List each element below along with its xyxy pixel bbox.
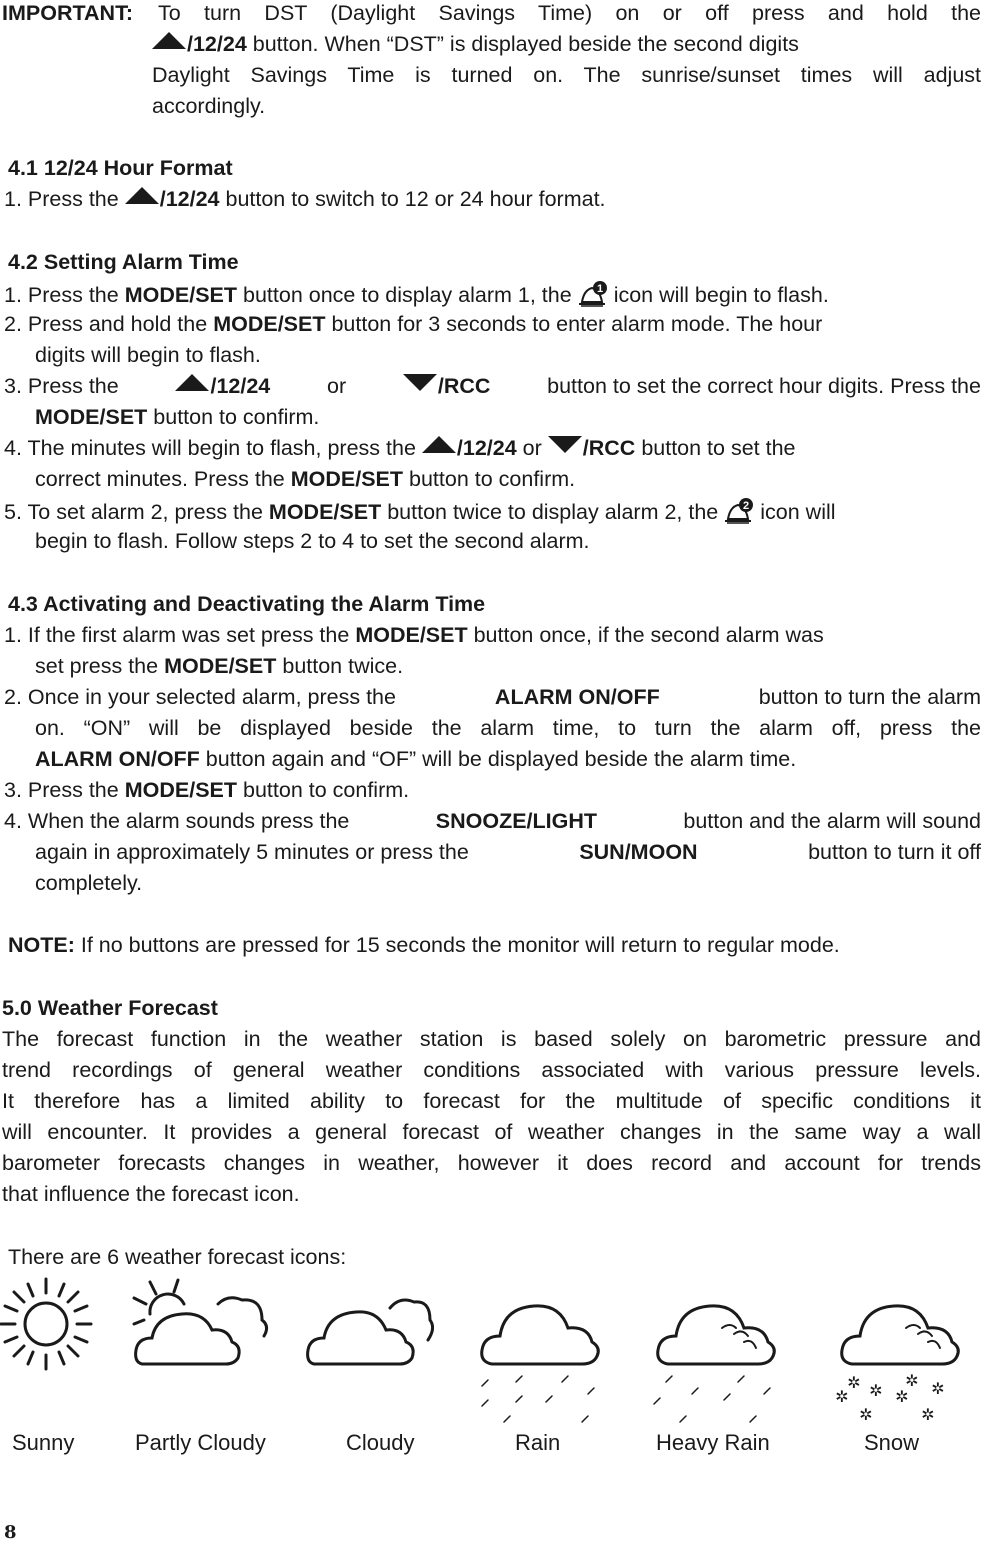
snow-label: Snow: [864, 1430, 920, 1455]
sunny-label: Sunny: [12, 1430, 75, 1455]
alarm-2-bell-icon: [722, 497, 756, 525]
important-line-1: To turn DST (Daylight Savings Time) on or off press and hold the: [158, 1, 981, 25]
s50-para-line-3: It therefore has a limited ability to forecast for the multitude of specific conditions it: [2, 1089, 981, 1113]
s42-item-4: 4. The minutes will begin to flash, press the /12/24 or /RCC button to set the: [4, 436, 796, 460]
svg-text:1: 1: [596, 283, 603, 295]
s50-para-line-6: that influence the forecast icon.: [2, 1182, 300, 1206]
up-arrow-icon: [175, 374, 209, 391]
svg-text:✲: ✲: [921, 1405, 935, 1424]
svg-text:✲: ✲: [931, 1379, 945, 1398]
svg-text:✲: ✲: [905, 1371, 919, 1390]
s43-item-4: 4. When the alarm sounds press the SNOOZE/LIGHT button and the alarm will sound: [4, 809, 981, 833]
rain-label: Rain: [515, 1430, 561, 1455]
section-5-0-heading: 5.0 Weather Forecast: [2, 996, 218, 1020]
s43-item-2: 2. Once in your selected alarm, press the ALARM ON/OFF button to turn the alarm: [4, 685, 981, 709]
s50-para-line-1: The forecast function in the weather station is based solely on barometric pressure and: [2, 1027, 981, 1051]
important-line-2: /12/24 button. When “DST” is displayed beside the second digits: [152, 31, 799, 57]
svg-text:✲: ✲: [869, 1381, 883, 1400]
s43-item-1: 1. If the first alarm was set press the MODE/SET button once, if the second alarm was: [4, 623, 824, 647]
s41-item-1: 1. Press the /12/24 button to switch to 12 or 24 hour format.: [4, 187, 606, 211]
heavy-rain-label: Heavy Rain: [656, 1430, 770, 1455]
note: NOTE: If no buttons are pressed for 15 seconds the monitor will return to regular mode.: [8, 933, 840, 957]
cloudy-label: Cloudy: [346, 1430, 415, 1455]
rain-icon: [472, 1296, 602, 1426]
s50-para-line-2: trend recordings of general weather conditions associated with various pressure levels.: [2, 1058, 981, 1082]
section-4-2-heading: 4.2 Setting Alarm Time: [8, 250, 239, 274]
s42-item-5: 5. To set alarm 2, press the MODE/SET button twice to display alarm 2, the 2 icon will: [4, 497, 836, 525]
cloudy-icon: [304, 1294, 434, 1370]
s43-item-4-cont-2: completely.: [35, 871, 143, 895]
section-4-1-heading: 4.1 12/24 Hour Format: [8, 156, 233, 180]
alarm-1-bell-icon: [576, 280, 610, 308]
s42-item-2: 2. Press and hold the MODE/SET button for 3 seconds to enter alarm mode. The hour: [4, 312, 823, 336]
important-label: IMPORTANT:: [2, 1, 133, 25]
s43-item-2-cont: on. “ON” will be displayed beside the alarm time, to turn the alarm off, press the: [35, 716, 981, 740]
s42-item-5-cont: begin to flash. Follow steps 2 to 4 to set the second alarm.: [35, 529, 590, 553]
svg-text:2: 2: [743, 500, 750, 512]
s42-item-3-cont: MODE/SET button to confirm.: [35, 405, 320, 429]
svg-text:✲: ✲: [847, 1373, 861, 1392]
s42-item-3: 3. Press the /12/24 or /RCC button to set the correct hour digits. Press the: [4, 374, 981, 398]
icons-intro: There are 6 weather forecast icons:: [8, 1245, 347, 1269]
s42-item-2-cont: digits will begin to flash.: [35, 343, 261, 367]
s43-item-3: 3. Press the MODE/SET button to confirm.: [4, 778, 410, 802]
s43-item-2-cont-2: ALARM ON/OFF button again and “OF” will be displayed beside the alarm time.: [35, 747, 797, 771]
partly-cloudy-label: Partly Cloudy: [135, 1430, 266, 1455]
svg-text:✲: ✲: [859, 1405, 873, 1424]
s42-item-4-cont: correct minutes. Press the MODE/SET button to confirm.: [35, 467, 576, 491]
s43-item-1-cont: set press the MODE/SET button twice.: [35, 654, 404, 678]
s50-para-line-5: barometer forecasts changes in weather, however it does record and account for trends: [2, 1151, 981, 1175]
sunny-icon: [0, 1276, 96, 1372]
up-arrow-icon: [422, 436, 456, 453]
snow-icon: [832, 1296, 962, 1426]
svg-text:✲: ✲: [895, 1387, 909, 1406]
down-arrow-icon: [403, 374, 437, 391]
important-line-3: Daylight Savings Time is turned on. The sunrise/sunset times will adjust: [152, 63, 981, 87]
important-line-4: accordingly.: [152, 94, 266, 118]
svg-text:✲: ✲: [835, 1387, 849, 1406]
heavy-rain-icon: [648, 1296, 778, 1426]
s50-para-line-4: will encounter. It provides a general forecast of weather changes in the same way a wall: [2, 1120, 981, 1144]
section-4-3-heading: 4.3 Activating and Deactivating the Alarm Time: [8, 592, 486, 616]
partly-cloudy-icon: [130, 1276, 270, 1372]
s43-item-4-cont: again in approximately 5 minutes or press the SUN/MOON button to turn it off: [35, 840, 981, 864]
down-arrow-icon: [548, 436, 582, 453]
up-arrow-icon: [152, 32, 186, 49]
up-arrow-icon: [125, 187, 159, 204]
page-number: 8: [4, 1522, 17, 1543]
s42-item-1: 1. Press the MODE/SET button once to display alarm 1, the 1 icon will begin to flash.: [4, 280, 829, 308]
